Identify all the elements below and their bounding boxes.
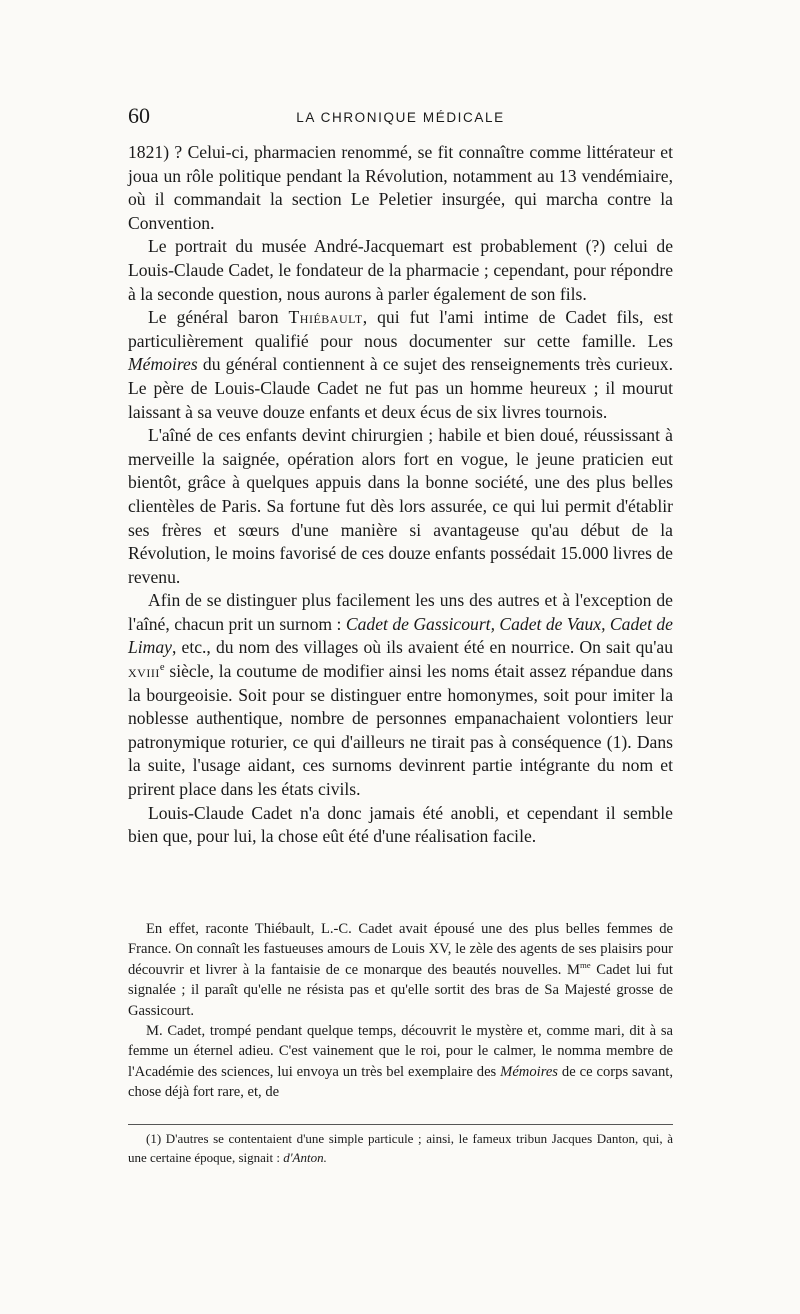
surnames: Cadet de Gassicourt, Cadet de Vaux, Cadet de Limay — [128, 613, 673, 658]
text-run: Le général baron — [148, 307, 289, 328]
paragraph-1: 1821) ? Celui-ci, pharmacien renommé, se fit connaître comme littérateur et joua un rôle politique pendant la Révolution, notamment au 13 vendémiaire, où il commandait la section Le Peletier insurgée, qui marcha contre la Convention. — [128, 142, 673, 233]
quote-paragraph-1 — [128, 919, 673, 1021]
footnote-divider — [128, 1124, 673, 1125]
work-title: Mémoires — [128, 354, 198, 375]
footnote — [128, 1130, 673, 1167]
signature: d'Anton. — [283, 1149, 327, 1165]
quotation-block — [128, 919, 673, 1103]
century-numeral: xviii — [128, 661, 160, 682]
text-run: Cadet lui fut signalée ; il paraît qu'elle ne résista pas et qu'elle sortit des bras de Sa Majesté grosse de Gassicourt. — [128, 961, 673, 1019]
text-run: du général contiennent à ce sujet des renseignements très curieux. Le père de Louis-Claude Cadet ne fut pas un homme heureux ; il mourut laissant à sa veuve douze enfants et deux écus de six livres tournois. — [128, 354, 673, 422]
title-superscript: me — [579, 959, 591, 970]
paragraph-5 — [128, 589, 673, 801]
text-run: siècle, la coutume de modifier ainsi les noms était assez répandue dans la bourgeoisie. Soit pour se distinguer entre homonymes, soit pour imiter la noblesse authentique, nombre de personnes empanachaient volontiers leur patronymique roturier, ce qui d'ailleurs ne tirait pas à conséquence (1). Dans la suite, l'usage aidant, ces surnoms devinrent partie intégrante du nom et prirent place dans les états civils. — [128, 661, 673, 800]
text-run: Afin de se distinguer plus facilement les uns des autres et à l'exception de l'aîné, chacun prit un surnom : — [128, 590, 673, 634]
page-number: 60 — [128, 103, 150, 128]
text-run: En effet, raconte Thiébault, L.-C. Cadet avait épousé une des plus belles femmes de France. On connaît les fastueuses amours de Louis XV, le zèle des agents de ses plaisirs pour découvrir et livrer à la fantaisie de ce monarque des beautés nouvelles. M — [128, 921, 673, 978]
paragraph-4: L'aîné de ces enfants devint chirurgien ; habile et bien doué, réussissant à merveille la saignée, opération alors fort en vogue, le jeune praticien eut bientôt, grâce à quelques appuis dans la bonne société, une des plus belles clientèles de Paris. Sa fortune fut dès lors assurée, ce qui lui permit d'établir ses frères et sœurs d'une manière si avantageuse qu'au début de la Révolution, le moins favorisé de ces douze enfants possédait 15.000 livres de revenu. — [128, 425, 673, 587]
text-run: de ce corps savant, chose déjà fort rare, et, de — [128, 1063, 673, 1101]
body-text — [128, 141, 673, 849]
paragraph-2: Le portrait du musée André-Jacquemart est probablement (?) celui de Louis-Claude Cadet, le fondateur de la pharmacie ; cependant, pour répondre à la seconde question, nous aurons à parler également de son fils. — [128, 236, 673, 304]
paragraph-6: Louis-Claude Cadet n'a donc jamais été anobli, et cependant il semble bien que, pour lui, la chose eût été d'une réalisation facile. — [128, 802, 673, 847]
running-title: LA CHRONIQUE MÉDICALE — [296, 110, 505, 125]
quote-paragraph-2 — [128, 1021, 673, 1103]
text-run: , etc., du nom des villages où ils avaient été en nourrice. On sait qu'au — [171, 637, 673, 658]
century-superscript: e — [159, 662, 165, 674]
page-header — [128, 103, 673, 133]
author-name: Thiébault — [288, 307, 363, 328]
text-run: M. Cadet, trompé pendant quelque temps, découvrit le mystère et, comme mari, dit à sa femme un éternel adieu. C'est vainement que le roi, pour le calmer, le nomma membre de l'Académie des sciences, lui envoya un très bel exemplaire des — [128, 1023, 673, 1080]
paragraph-3 — [128, 306, 673, 424]
work-title: Mémoires — [500, 1063, 558, 1080]
text-run: (1) D'autres se contentaient d'une simple particule ; ainsi, le fameux tribun Jacques Danton, qui, à une certaine époque, signait : — [128, 1131, 673, 1165]
text-run: , qui fut l'ami intime de Cadet fils, est particulièrement qualifié pour nous documenter sur cette famille. Les — [128, 307, 674, 351]
